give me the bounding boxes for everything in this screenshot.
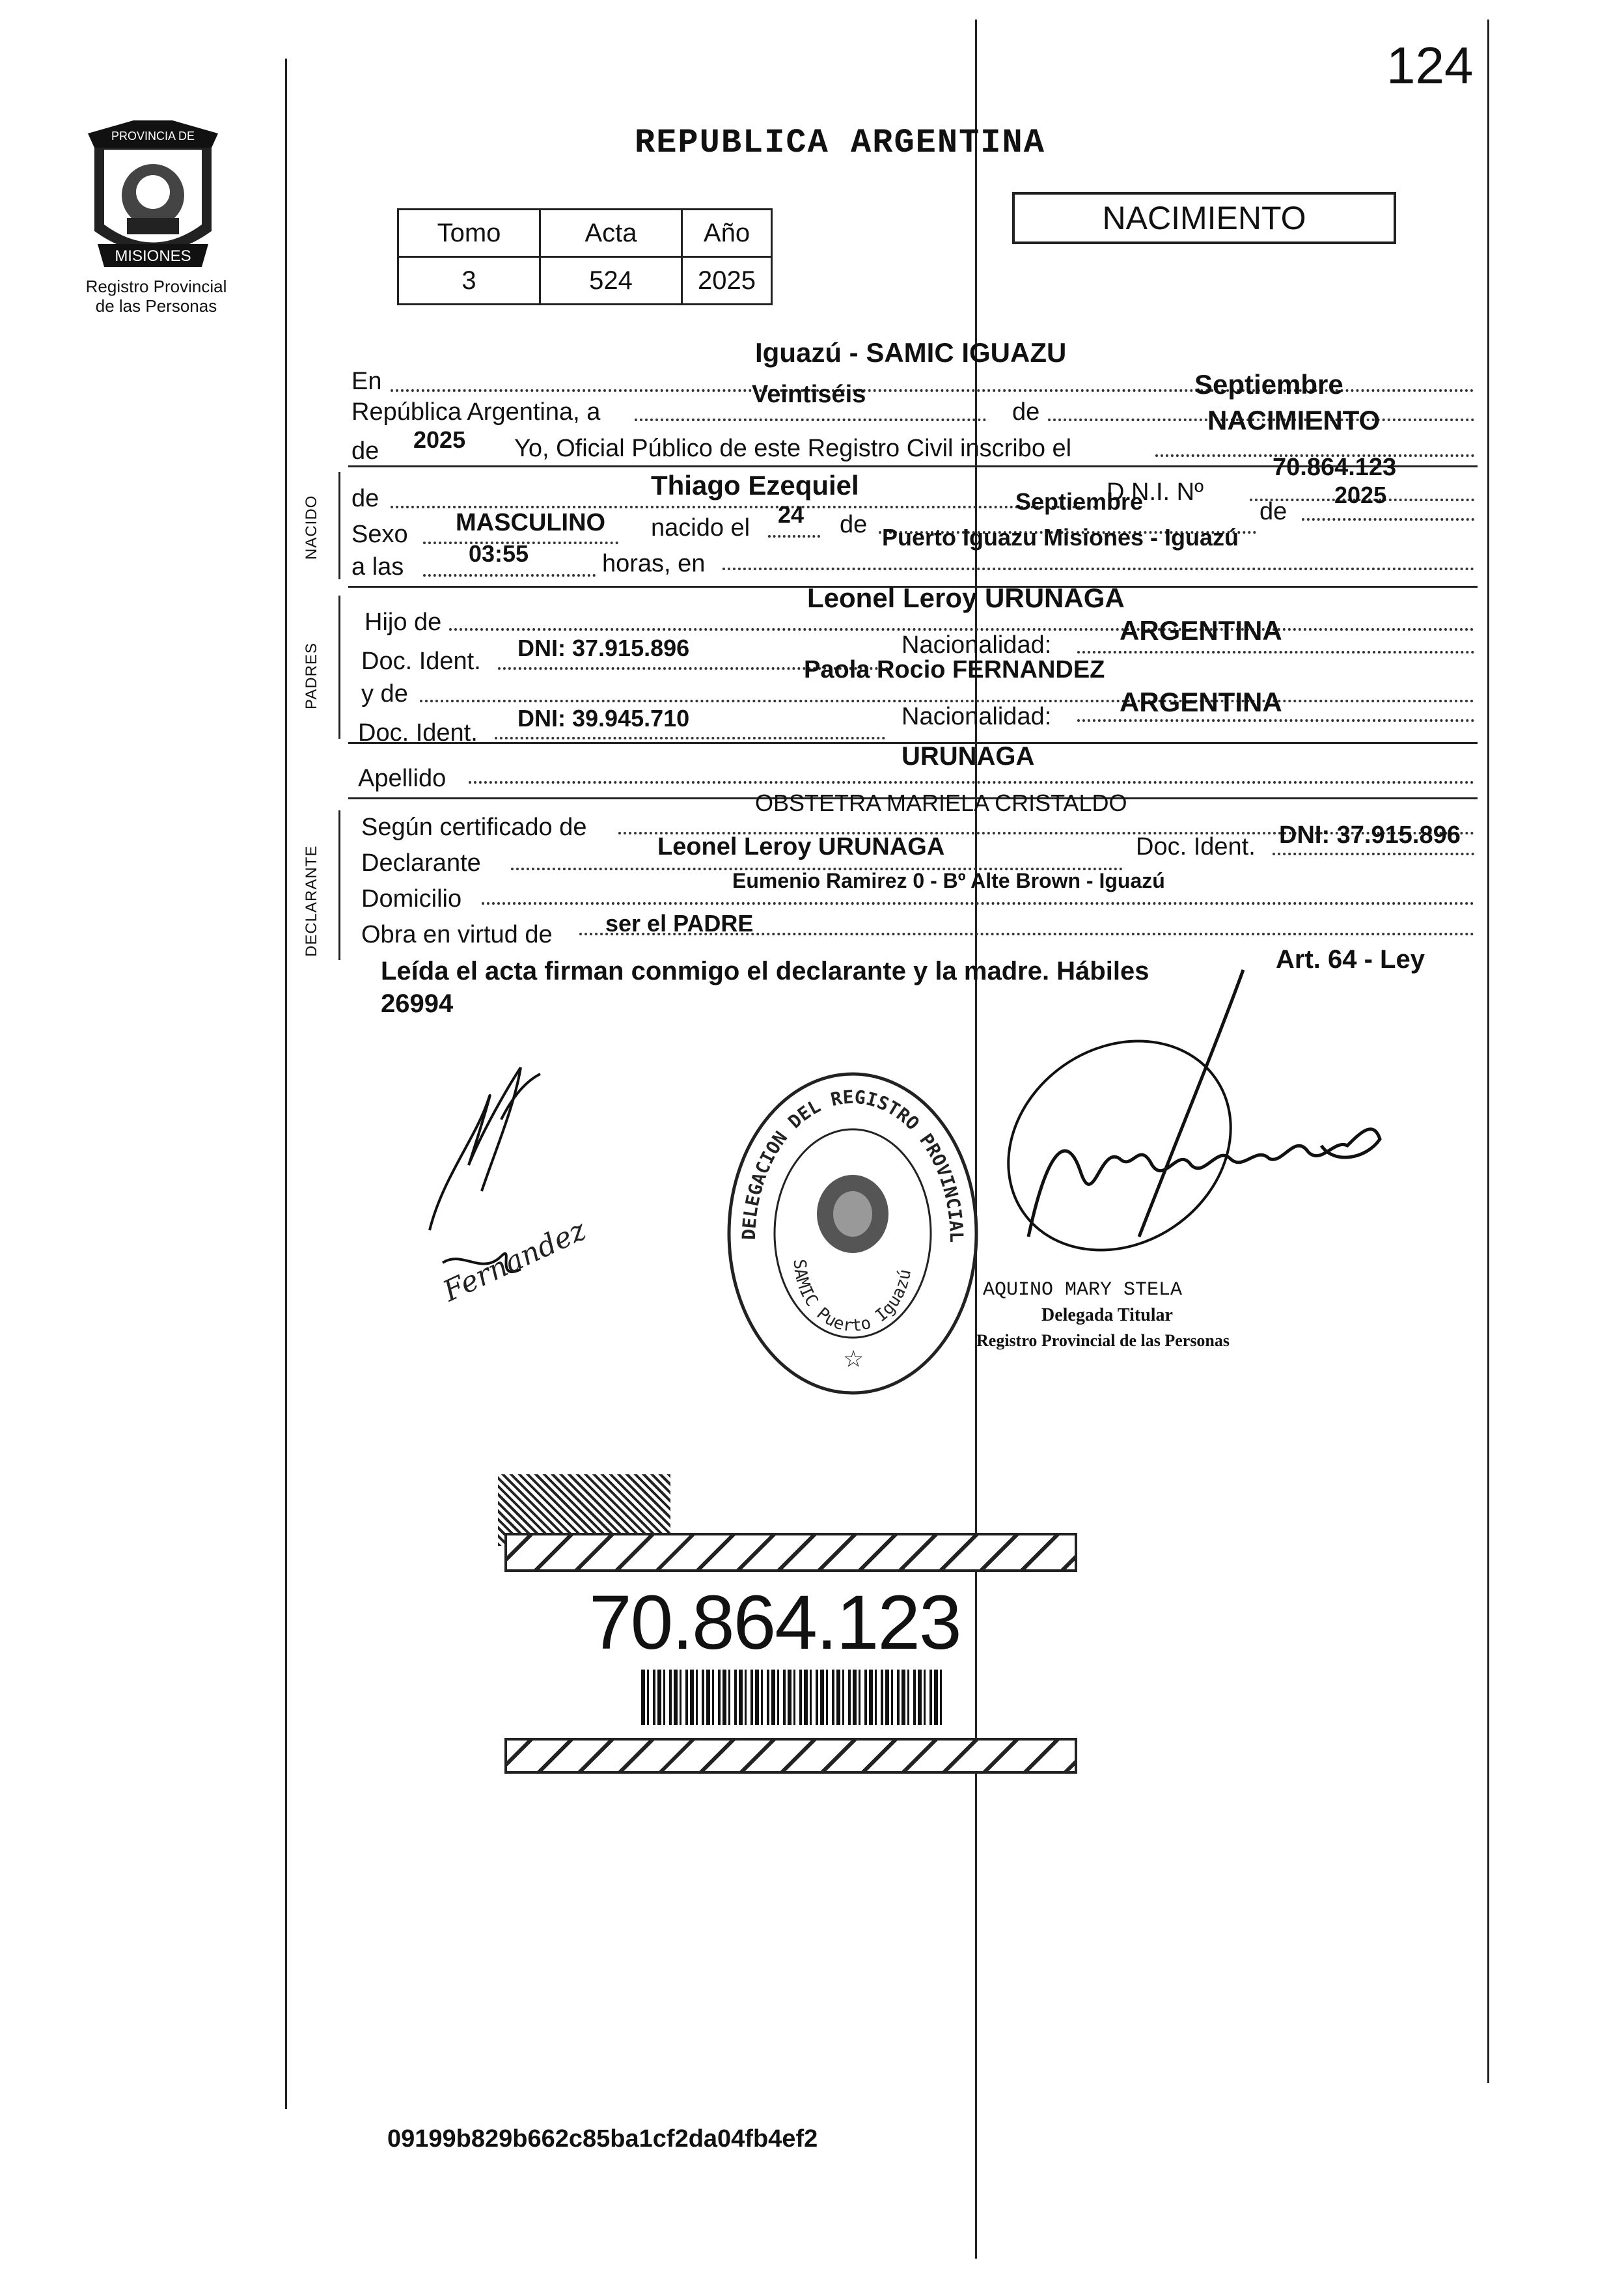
dni-label: D.N.I. Nº <box>1107 478 1204 506</box>
mother-doc-value: DNI: 39.945.710 <box>517 705 690 732</box>
y-de-label: y de <box>361 680 408 708</box>
svg-text:☆: ☆ <box>843 1345 864 1372</box>
nacido-de-label-3: de <box>1259 498 1287 525</box>
closing-art: Art. 64 - Ley <box>1276 945 1425 974</box>
horas-label: horas, en <box>602 550 706 577</box>
domicilio-dots <box>482 902 1474 905</box>
signature-scribble-icon <box>404 1048 612 1321</box>
sexo-label: Sexo <box>351 521 408 548</box>
province-emblem-icon <box>81 120 225 277</box>
tomo-header: Tomo <box>398 210 540 257</box>
obra-label: Obra en virtud de <box>361 921 553 948</box>
left-margin-line <box>285 59 287 2109</box>
declarante-label: Declarante <box>361 849 481 877</box>
closing-law-number: 26994 <box>381 989 454 1018</box>
mother-nat-dots <box>1077 719 1474 722</box>
birth-place-value: Puerto Iguazu Misiones - Iguazú <box>882 524 1239 551</box>
official-office: Registro Provincial de las Personas <box>976 1331 1230 1350</box>
declarante-doc-dots <box>1273 853 1474 855</box>
month-value: Septiembre <box>1194 369 1343 400</box>
father-nat-dots <box>1077 651 1474 654</box>
svg-text:MISIONES: MISIONES <box>115 247 191 265</box>
father-doc-value: DNI: 37.915.896 <box>517 635 690 661</box>
svg-text:DELEGACION DEL REGISTRO PROVIN: DELEGACION DEL REGISTRO PROVINCIAL <box>737 1086 968 1243</box>
father-value: Leonel Leroy URUNAGA <box>807 583 1125 613</box>
statement-label: Yo, Oficial Público de este Registro Civil inscribo el <box>514 435 1072 462</box>
birth-day-value: 24 <box>778 501 805 528</box>
closing-text: Leída el acta firman conmigo el declarante y la madre. Hábiles <box>381 957 1149 985</box>
acta-value: 524 <box>540 257 682 305</box>
father-nat-value: ARGENTINA <box>1120 615 1282 646</box>
parents-signature <box>404 1048 612 1321</box>
nacido-section-label: NACIDO <box>303 495 320 560</box>
official-title: Delegada Titular <box>1041 1305 1173 1325</box>
official-seal <box>723 1064 983 1403</box>
nacido-de-label: de <box>351 485 379 512</box>
segun-label: Según certificado de <box>361 814 587 841</box>
republica-label: República Argentina, a <box>351 398 601 426</box>
mother-nat-label: Nacionalidad: <box>901 703 1052 730</box>
year-value: 2025 <box>413 426 466 453</box>
padres-section-label: PADRES <box>303 642 320 709</box>
official-signature <box>970 950 1452 1315</box>
mother-doc-label: Doc. Ident. <box>358 719 478 747</box>
domicilio-value: Eumenio Ramirez 0 - Bº Alte Brown - Iguazú <box>732 869 1165 892</box>
official-name: AQUINO MARY STELA <box>983 1279 1183 1301</box>
security-band-top <box>504 1533 1077 1572</box>
register-table <box>397 208 773 305</box>
ano-value: 2025 <box>682 257 772 305</box>
logo-caption-1: Registro Provincial <box>85 277 227 296</box>
svg-text:PROVINCIA DE: PROVINCIA DE <box>111 130 195 143</box>
document-hash: 09199b829b662c85ba1cf2da04fb4ef2 <box>387 2125 818 2153</box>
sexo-value: MASCULINO <box>456 509 606 536</box>
barcode <box>641 1670 944 1725</box>
obra-value: ser el PADRE <box>605 910 754 937</box>
acta-header: Acta <box>540 210 682 257</box>
mother-doc-dots <box>495 737 885 739</box>
barcode-number: 70.864.123 <box>589 1580 961 1666</box>
declarante-name-value: Leonel Leroy URUNAGA <box>657 833 945 860</box>
nacido-bracket <box>338 472 346 579</box>
day-dots <box>635 419 986 421</box>
official-signature-scribble-icon <box>970 950 1452 1315</box>
certificate-value: OBSTETRA MARIELA CRISTALDO <box>755 790 1127 816</box>
apellido-value: URUNAGA <box>901 742 1035 771</box>
dni-value: 70.864.123 <box>1273 454 1397 481</box>
registry-seal-icon <box>723 1064 983 1403</box>
mother-dots <box>420 700 1474 702</box>
declarante-doc-value: DNI: 37.915.896 <box>1279 821 1461 849</box>
place-value: Iguazú - SAMIC IGUAZU <box>755 337 1067 368</box>
act-value: NACIMIENTO <box>1207 405 1381 435</box>
mother-value: Paola Rocio FERNANDEZ <box>804 656 1105 683</box>
security-band-bottom <box>504 1738 1077 1774</box>
mother-nat-value: ARGENTINA <box>1120 687 1282 717</box>
birth-day-dots <box>768 535 820 538</box>
svg-text:Fernandez: Fernandez <box>438 1213 592 1308</box>
act-type-label: NACIMIENTO <box>1102 200 1306 236</box>
nacido-de-label-2: de <box>840 511 868 538</box>
ano-header: Año <box>682 210 772 257</box>
apellido-dots <box>469 781 1474 784</box>
time-dots <box>423 574 596 577</box>
de-year-label: de <box>351 437 379 465</box>
birth-month-value: Septiembre <box>1015 488 1144 515</box>
right-margin-line <box>1487 20 1489 2083</box>
birth-place-dots <box>723 568 1474 570</box>
birth-year-dots <box>1302 518 1474 521</box>
province-logo <box>81 120 225 277</box>
act-type-box <box>1012 192 1396 244</box>
country-title: REPUBLICA ARGENTINA <box>635 124 1045 162</box>
name-dots <box>391 506 1097 508</box>
page-number: 124 <box>1386 36 1474 94</box>
logo-caption-2: de las Personas <box>95 296 217 316</box>
svg-text:SAMIC Puerto Iguazú: SAMIC Puerto Iguazú <box>789 1258 916 1336</box>
a-las-label: a las <box>351 553 404 581</box>
day-words-value: Veintiséis <box>752 381 866 408</box>
father-dots <box>449 628 1474 631</box>
father-doc-label: Doc. Ident. <box>361 648 481 675</box>
apellido-label: Apellido <box>358 765 447 792</box>
declarante-bracket <box>338 810 346 960</box>
declarante-section-label: DECLARANTE <box>303 845 320 957</box>
father-nat-label: Nacionalidad: <box>901 631 1052 659</box>
tomo-value: 3 <box>398 257 540 305</box>
de-month-label: de <box>1012 398 1040 426</box>
time-value: 03:55 <box>469 540 529 567</box>
en-label: En <box>351 368 382 395</box>
padres-bracket <box>338 596 346 739</box>
child-name-value: Thiago Ezequiel <box>651 470 859 501</box>
nacido-el-label: nacido el <box>651 514 750 542</box>
domicilio-label: Domicilio <box>361 885 462 913</box>
hijo-de-label: Hijo de <box>365 609 442 636</box>
declarante-doc-label: Doc. Ident. <box>1136 833 1256 860</box>
birth-year-value: 2025 <box>1334 482 1387 508</box>
